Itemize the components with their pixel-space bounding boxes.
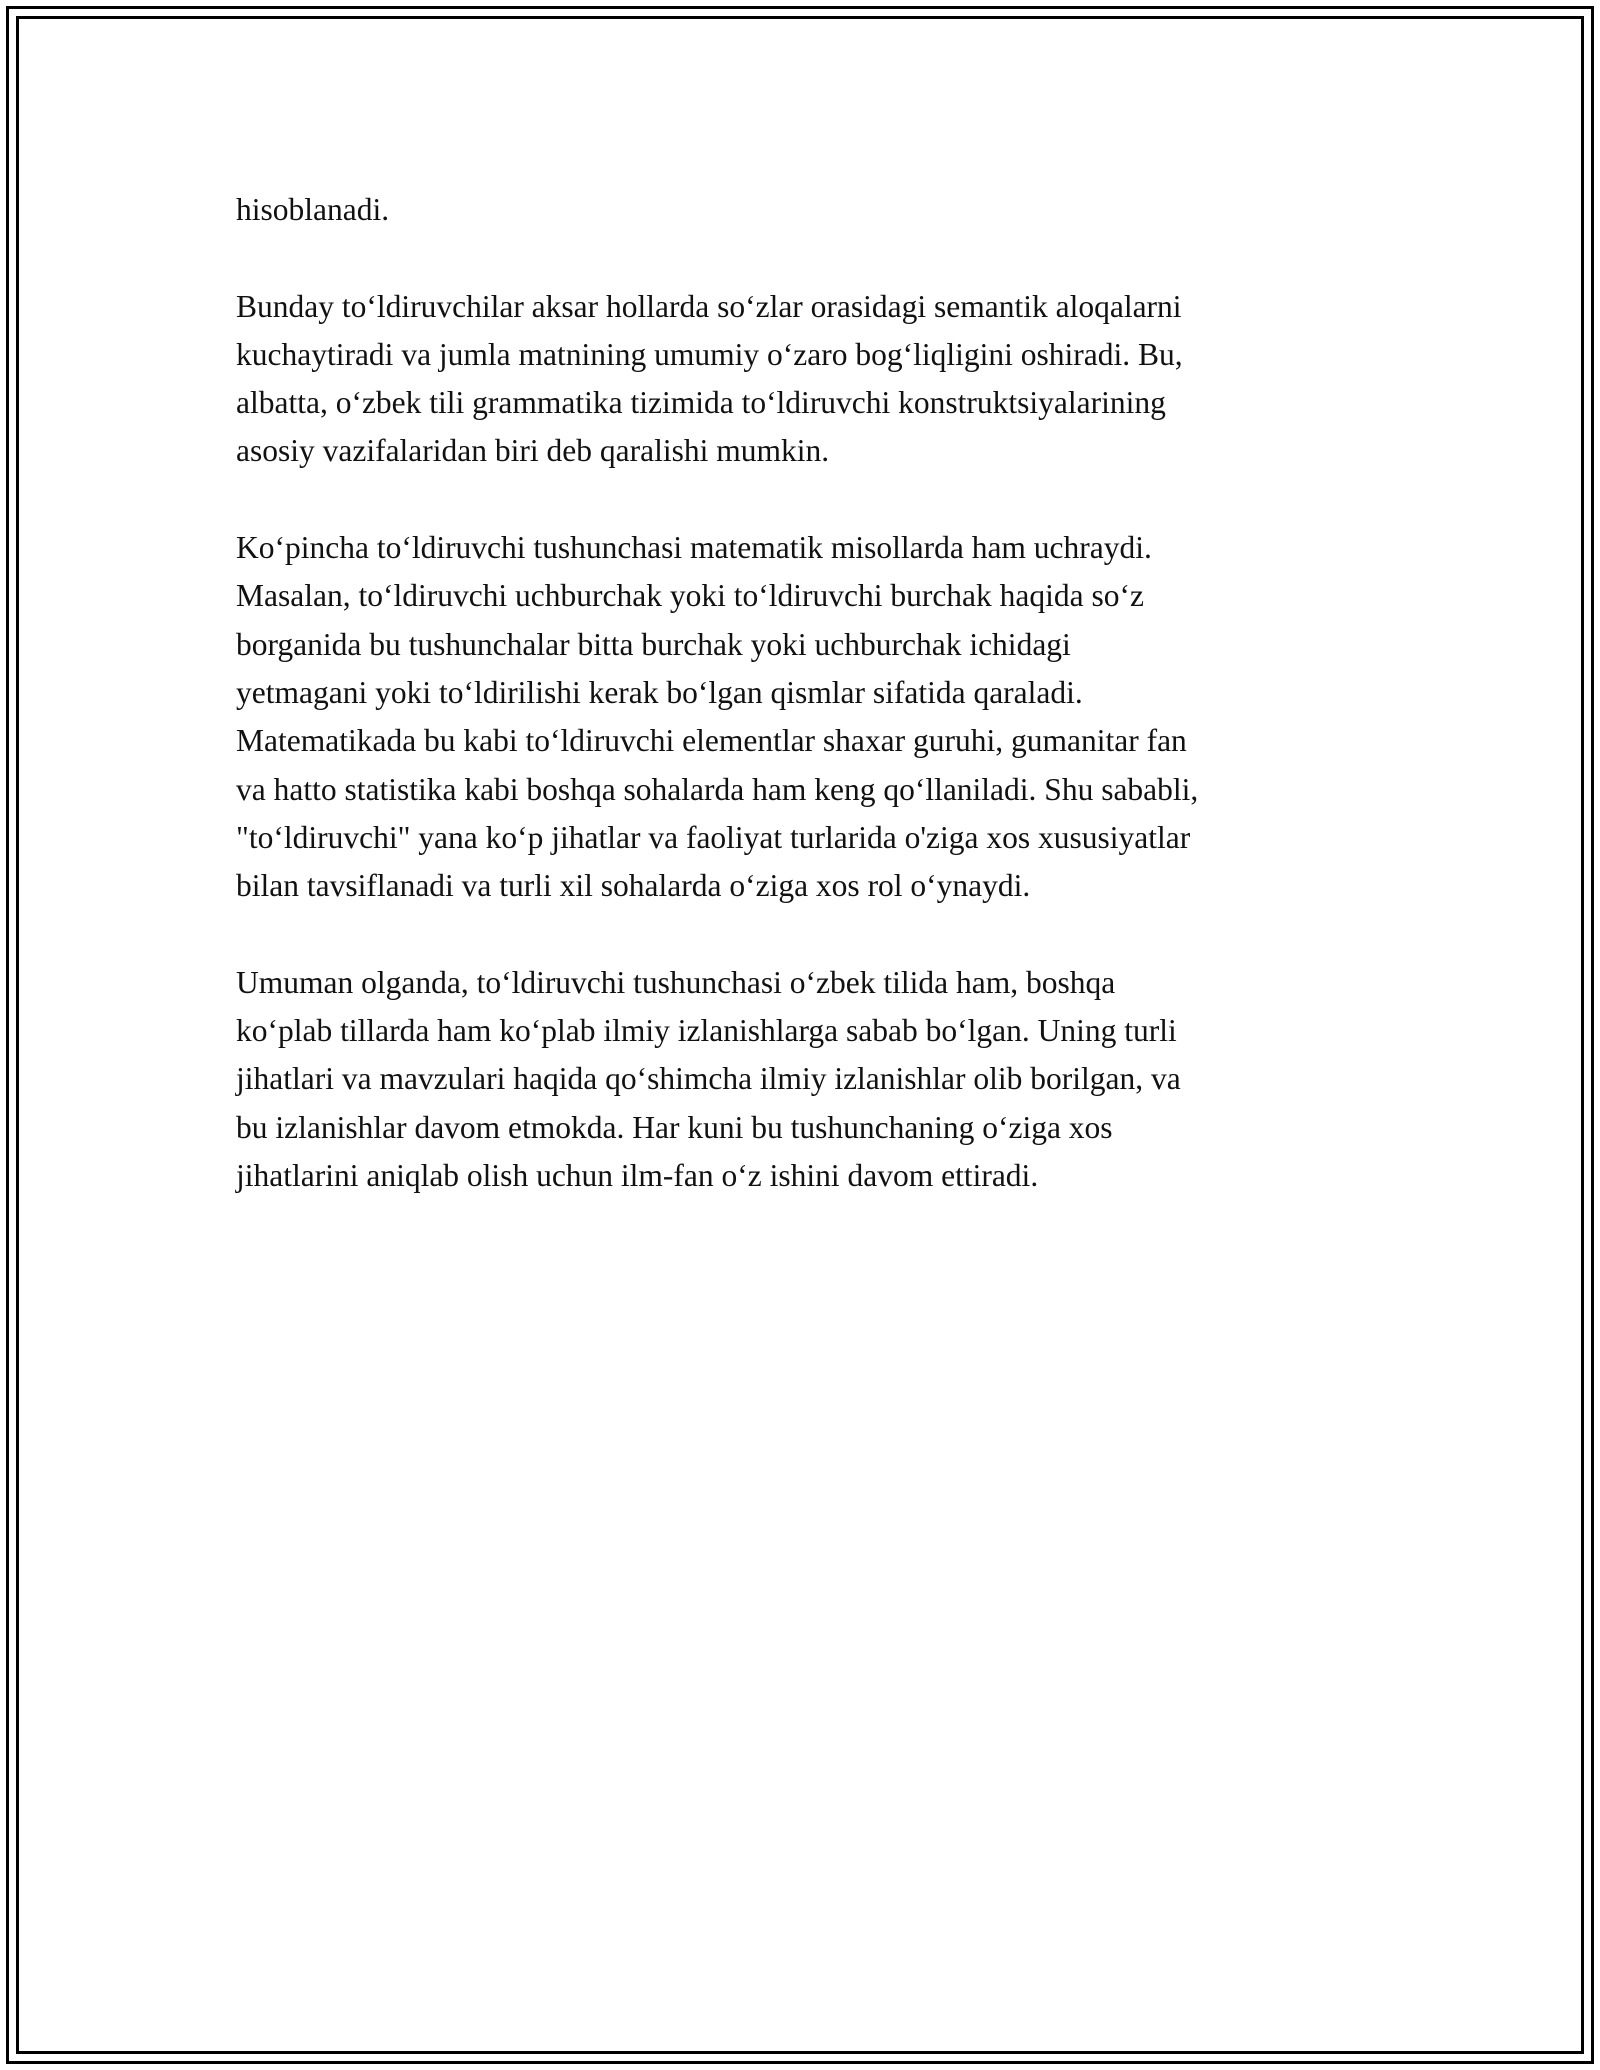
document-body <box>236 186 1376 1200</box>
paragraph-conclusion: Umuman olganda, to‘ldiruvchi tushunchasi o‘zbek tilida ham, boshqa ko‘plab tillarda ham ko‘plab ilmiy izlanishlarga sabab bo‘lgan. Uning turli jihatlari va mavzulari haqida qo‘shimcha ilmiy izlanishlar olib borilgan, va bu izlanishlar davom etmokda. Har kuni bu tushunchaning o‘ziga xos jihatlarini aniqlab olish uchun ilm-fan o‘z ishini davom ettiradi. <box>236 964 1181 1193</box>
paragraph-continuation: hisoblanadi. <box>236 192 390 227</box>
paragraph-semantic-links: Bunday to‘ldiruvchilar aksar hollarda so‘zlar orasidagi semantik aloqalarni kuchaytiradi va jumla matnining umumiy o‘zaro bog‘liqligini oshiradi. Bu, albatta, o‘zbek tili grammatika tizimida to‘ldiruvchi konstruktsiyalarining asosiy vazifalaridan biri deb qaralishi mumkin. <box>236 288 1183 469</box>
paragraph-math-examples: Ko‘pincha to‘ldiruvchi tushunchasi matematik misollarda ham uchraydi. Masalan, to‘ldiruvchi uchburchak yoki to‘ldiruvchi burchak haqida so‘z borganida bu tushunchalar bitta burchak yoki uchburchak ichidagi yetmagani yoki to‘ldirilishi kerak bo‘lgan qismlar sifatida qaraladi. Matematikada bu kabi to‘ldiruvchi elementlar shaxar guruhi, gumanitar fan va hatto statistika kabi boshqa sohalarda ham keng qo‘llaniladi. Shu sababli, "to‘ldiruvchi" yana ko‘p jihatlar va faoliyat turlarida o'ziga xos xususiyatlar bilan tavsiflanadi va turli xil sohalarda o‘ziga xos rol o‘ynaydi. <box>236 530 1199 904</box>
